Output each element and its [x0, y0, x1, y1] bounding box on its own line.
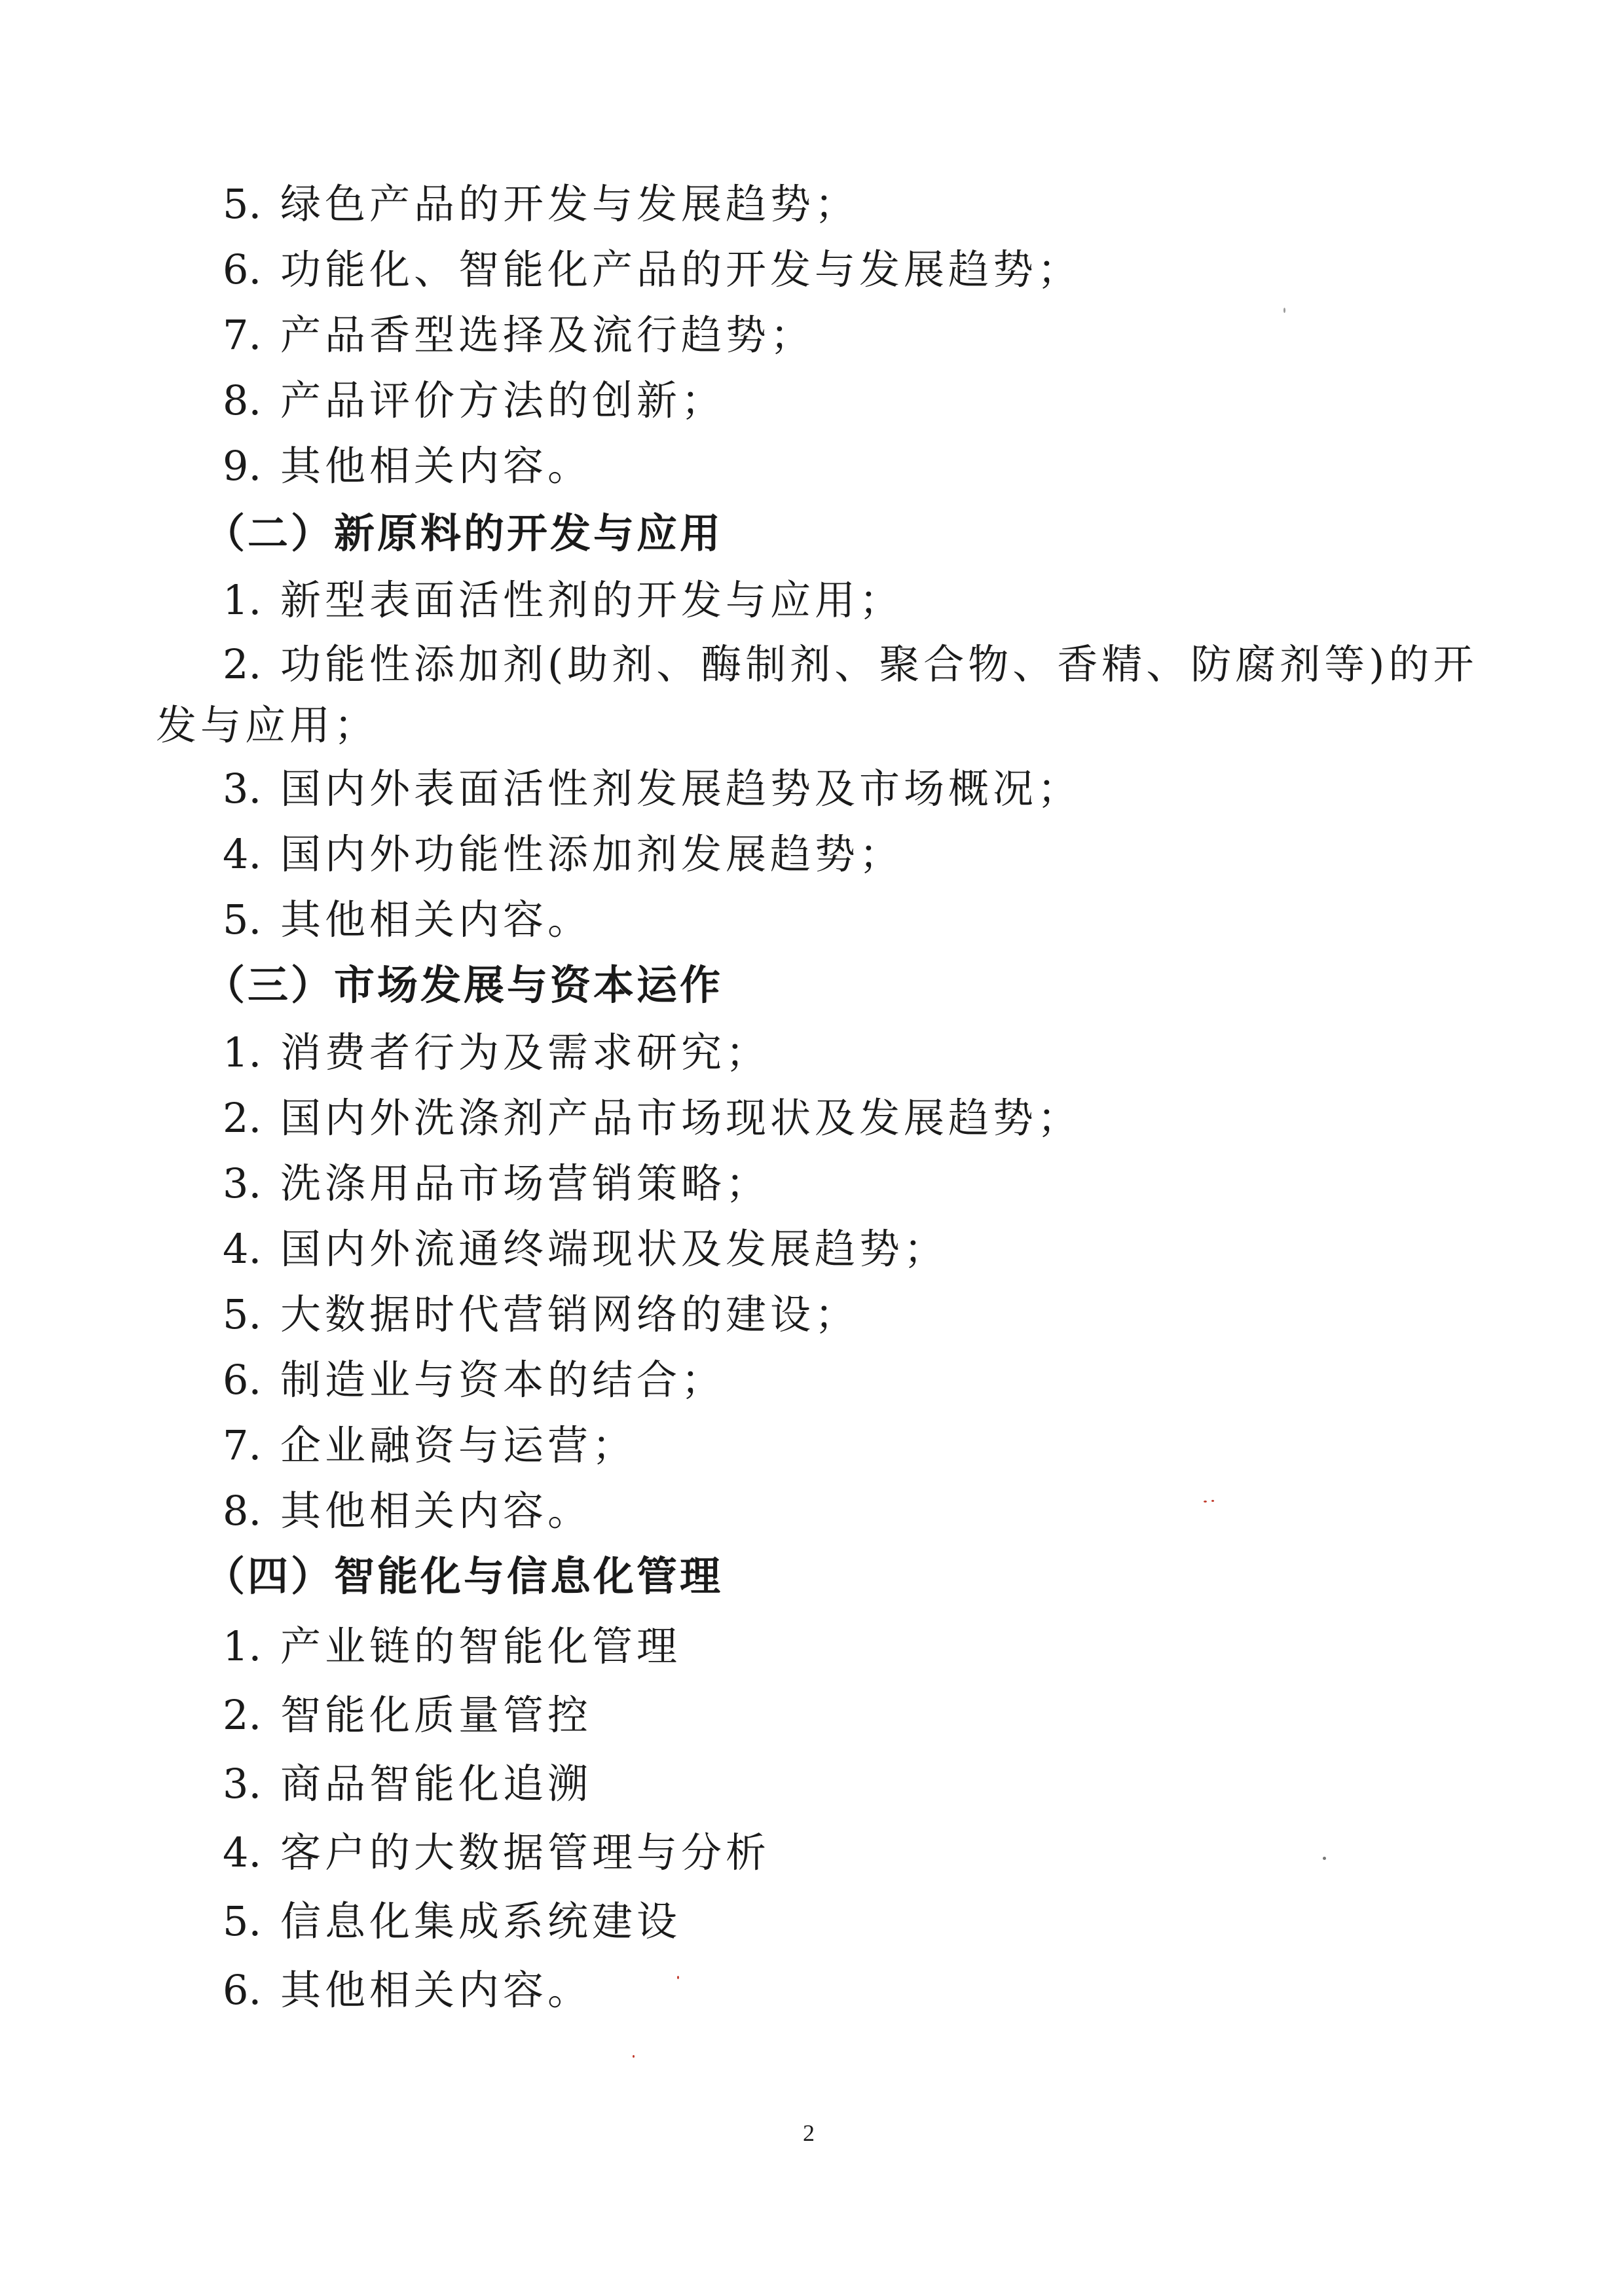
item-number: 1. [223, 576, 262, 624]
section-heading: （四）智能化与信息化管理 [204, 1552, 724, 1600]
list-item [223, 1223, 948, 1275]
list-item [223, 244, 1082, 296]
list-item [223, 309, 815, 361]
item-number: 3. [223, 1159, 262, 1207]
scan-speck [1204, 1501, 1207, 1503]
list-item [223, 1620, 681, 1673]
list-item [223, 763, 1082, 815]
item-text: 功能化、智能化产品的开发与发展趋势； [280, 246, 1082, 293]
item-number: 5. [223, 1897, 262, 1945]
item-number: 3. [223, 1760, 262, 1808]
item-text: 国内外流通终端现状及发展趋势； [280, 1225, 949, 1273]
scan-speck [1323, 1857, 1326, 1860]
item-number: 5. [223, 896, 262, 943]
item-number: 5. [223, 1290, 262, 1338]
item-text: 产业链的智能化管理 [280, 1622, 682, 1670]
item-number: 5. [223, 180, 262, 228]
item-text: 消费者行为及需求研究； [280, 1029, 771, 1076]
item-text: 企业融资与运营； [280, 1421, 637, 1469]
item-text: 国内外功能性添加剂发展趋势； [280, 830, 904, 878]
list-item-continuation: 发与应用； [156, 701, 379, 749]
list-item [223, 1895, 681, 1948]
item-number: 1. [223, 1029, 262, 1076]
item-text: 客户的大数据管理与分析 [280, 1829, 771, 1876]
item-number: 7. [223, 311, 262, 359]
item-text: 国内外表面活性剂发展趋势及市场概况； [280, 765, 1082, 812]
list-item [223, 828, 904, 881]
list-item [223, 374, 726, 427]
item-text: 功能性添加剂(助剂、酶制剂、聚合物、香精、防腐剂等)的开 [280, 640, 1478, 688]
list-item [223, 440, 592, 492]
list-item [223, 1027, 770, 1079]
scan-speck [633, 2055, 635, 2058]
item-text: 其他相关内容。 [280, 442, 593, 490]
item-text: 绿色产品的开发与发展趋势； [280, 180, 860, 228]
item-number: 4. [223, 830, 262, 878]
scan-speck [1211, 1500, 1214, 1502]
item-number: 8. [223, 376, 262, 424]
list-item [223, 1288, 859, 1341]
list-item [223, 1758, 592, 1810]
list-item [223, 1689, 592, 1741]
page-number: 2 [803, 2120, 815, 2146]
list-item [223, 574, 904, 627]
list-item [223, 1354, 726, 1406]
item-text: 其他相关内容。 [280, 1966, 593, 2014]
item-text: 洗涤用品市场营销策略； [280, 1159, 771, 1207]
list-item [223, 178, 859, 230]
item-text: 新型表面活性剂的开发与应用； [280, 576, 904, 624]
item-number: 6. [223, 1356, 262, 1404]
item-text: 智能化质量管控 [280, 1691, 593, 1739]
item-number: 2. [223, 640, 262, 688]
item-number: 8. [223, 1487, 262, 1535]
item-text: 大数据时代营销网络的建设； [280, 1290, 860, 1338]
item-text: 制造业与资本的结合； [280, 1356, 726, 1404]
item-number: 3. [223, 765, 262, 812]
item-number: 4. [223, 1225, 262, 1273]
list-item [223, 1092, 1082, 1144]
scan-speck [1283, 308, 1285, 313]
item-number: 2. [223, 1094, 262, 1142]
list-item [223, 638, 1477, 691]
item-text: 产品评价方法的创新； [280, 376, 726, 424]
item-number: 7. [223, 1421, 262, 1469]
list-item [223, 894, 592, 946]
list-item [223, 1157, 770, 1210]
list-item [223, 1419, 637, 1472]
scan-speck [677, 1976, 679, 1979]
list-item [223, 1485, 592, 1537]
list-item [223, 1827, 770, 1879]
item-text: 国内外洗涤剂产品市场现状及发展趋势； [280, 1094, 1082, 1142]
item-number: 6. [223, 246, 262, 293]
item-text: 其他相关内容。 [280, 896, 593, 943]
item-number: 2. [223, 1691, 262, 1739]
item-number: 9. [223, 442, 262, 490]
item-number: 4. [223, 1829, 262, 1876]
item-text: 信息化集成系统建设 [280, 1897, 682, 1945]
item-number: 6. [223, 1966, 262, 2014]
list-item [223, 1964, 592, 2016]
item-text: 商品智能化追溯 [280, 1760, 593, 1808]
section-heading: （三）市场发展与资本运作 [204, 961, 724, 1009]
item-text: 产品香型选择及流行趋势； [280, 311, 815, 359]
item-number: 1. [223, 1622, 262, 1670]
section-heading: （二）新原料的开发与应用 [204, 509, 724, 557]
item-text: 其他相关内容。 [280, 1487, 593, 1535]
